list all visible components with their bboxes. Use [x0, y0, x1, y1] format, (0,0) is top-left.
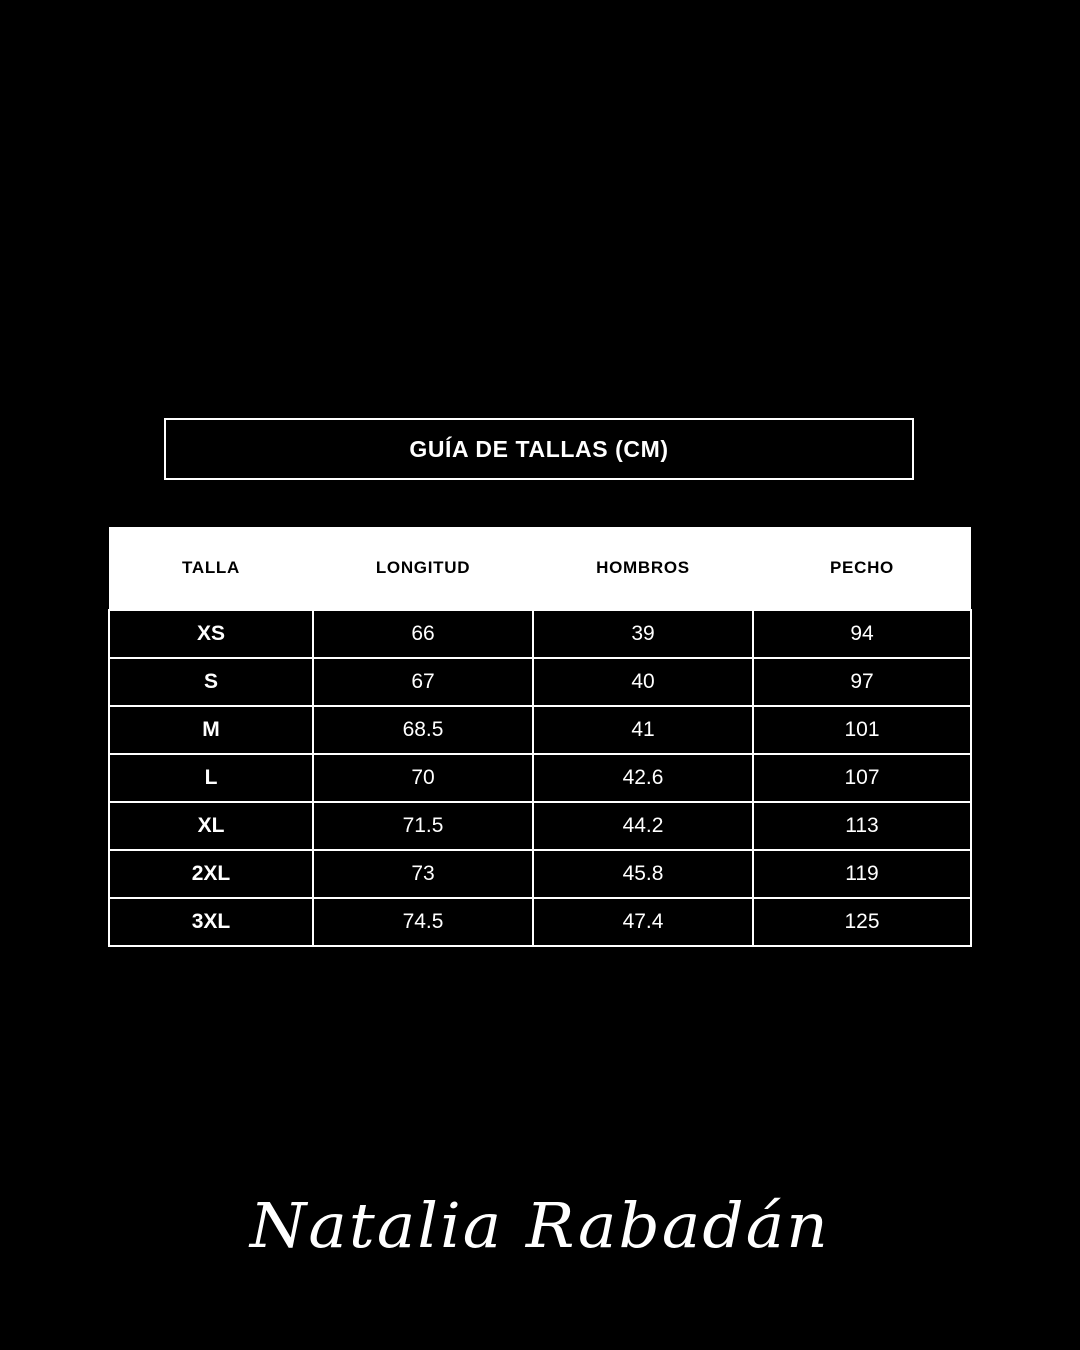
- table-header: [109, 527, 971, 610]
- cell-talla: 3XL: [109, 898, 313, 946]
- column-header-longitud: LONGITUD: [375, 558, 471, 577]
- title-banner: [164, 418, 914, 480]
- cell-pecho: 119: [753, 850, 971, 898]
- cell-talla: XL: [109, 802, 313, 850]
- table-row: [109, 802, 971, 850]
- cell-hombros: 41: [533, 706, 753, 754]
- cell-hombros: 44.2: [533, 802, 753, 850]
- column-header-talla: TALLA: [182, 558, 240, 577]
- cell-longitud: 74.5: [313, 898, 533, 946]
- cell-hombros: 47.4: [533, 898, 753, 946]
- cell-hombros: 39: [533, 610, 753, 658]
- cell-pecho: 125: [753, 898, 971, 946]
- table-row: [109, 850, 971, 898]
- column-header-hombros: HOMBROS: [596, 558, 690, 577]
- cell-pecho: 97: [753, 658, 971, 706]
- cell-pecho: 101: [753, 706, 971, 754]
- table-row: [109, 898, 971, 946]
- table-row: [109, 658, 971, 706]
- cell-hombros: 45.8: [533, 850, 753, 898]
- cell-longitud: 66: [313, 610, 533, 658]
- table-row: [109, 754, 971, 802]
- column-header-pecho: PECHO: [830, 558, 894, 577]
- cell-talla: L: [109, 754, 313, 802]
- brand-name: Natalia Rabadán: [249, 1189, 831, 1262]
- cell-pecho: 94: [753, 610, 971, 658]
- cell-longitud: 73: [313, 850, 533, 898]
- table-header-row: [109, 527, 971, 610]
- cell-longitud: 70: [313, 754, 533, 802]
- cell-longitud: 71.5: [313, 802, 533, 850]
- cell-talla: XS: [109, 610, 313, 658]
- cell-hombros: 42.6: [533, 754, 753, 802]
- table-row: [109, 610, 971, 658]
- cell-pecho: 107: [753, 754, 971, 802]
- table-body: [109, 610, 971, 946]
- cell-talla: S: [109, 658, 313, 706]
- size-table-container: [108, 527, 970, 947]
- cell-longitud: 67: [313, 658, 533, 706]
- cell-talla: 2XL: [109, 850, 313, 898]
- page-title: GUÍA DE TALLAS (CM): [409, 435, 669, 462]
- cell-longitud: 68.5: [313, 706, 533, 754]
- table-row: [109, 706, 971, 754]
- cell-hombros: 40: [533, 658, 753, 706]
- cell-talla: M: [109, 706, 313, 754]
- brand-signature: [0, 1189, 1080, 1262]
- cell-pecho: 113: [753, 802, 971, 850]
- size-chart-table: [108, 527, 972, 947]
